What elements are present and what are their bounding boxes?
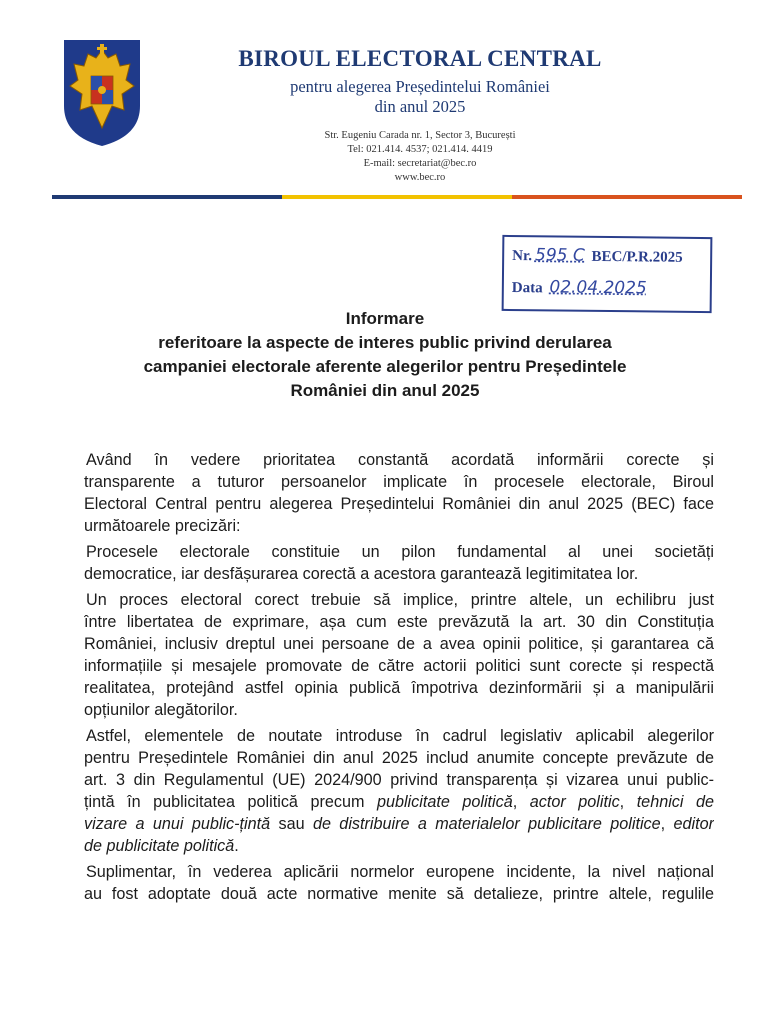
- registration-stamp: [502, 235, 713, 313]
- p4-text: ,: [619, 793, 637, 811]
- p4-line: pentru Președintele României din anul 2025 includ anumite concepte prevăzute de: [84, 749, 714, 767]
- document-body: [84, 449, 714, 905]
- stamp-nr-value: 595 C: [534, 245, 585, 266]
- p1-line: următoarele precizări:: [84, 517, 241, 535]
- p4-italic-term: actor politic: [529, 793, 620, 811]
- p4-line: Astfel, elementele de noutate introduse în cadrul legislativ aplicabil alegerilor: [86, 727, 714, 745]
- p4-line: art. 3 din Regulamentul (UE) 2024/900 privind transparența și vizarea unui public-: [84, 771, 714, 789]
- p4-text: .: [234, 837, 239, 855]
- title-line-4: României din anul 2025: [290, 381, 480, 400]
- tricolor-divider: [52, 195, 742, 199]
- tricolor-red: [512, 195, 742, 199]
- p3-line: opțiunilor alegătorilor.: [84, 701, 238, 719]
- p4-text: ,: [512, 793, 530, 811]
- tricolor-yellow: [282, 195, 512, 199]
- p2-line: Procesele electorale constituie un pilon fundamental al unei societăți: [86, 543, 714, 561]
- org-phone: Tel: 021.414. 4537; 021.414. 4419: [347, 144, 493, 155]
- title-line-2: referitoare la aspecte de interes public privind derularea: [158, 333, 612, 352]
- title-line-1: Informare: [345, 309, 425, 328]
- p4-italic-term: publicitate politică: [376, 793, 513, 811]
- stamp-nr-label: Nr.: [512, 248, 533, 265]
- p4-italic-term: tehnici de: [636, 793, 714, 811]
- p1-line: transparente a tuturor persoanelor implicate în procesele electorale, Biroul: [84, 473, 714, 491]
- p1-line: Electoral Central pentru alegerea Președintelui României din anul 2025 (BEC) face: [84, 495, 714, 513]
- p4-italic-term: vizare a unui public-țintă: [84, 815, 271, 833]
- org-address: Str. Eugeniu Carada nr. 1, Sector 3, București: [324, 130, 516, 141]
- p3-line: Un proces electoral corect trebuie să implice, printre altele, un echilibru just: [86, 591, 714, 609]
- stamp-date-row: [512, 277, 650, 298]
- p3-line: României, inclusiv dreptul unei persoane de a avea opinii politice, și garantarea că: [84, 635, 714, 653]
- p4-italic-term: de publicitate politică: [84, 837, 235, 855]
- org-website: www.bec.ro: [394, 172, 446, 183]
- tricolor-blue: [52, 195, 282, 199]
- p1-line: Având în vedere prioritatea constantă acordată informării corecte și: [86, 451, 714, 469]
- document-title: [90, 307, 680, 403]
- stamp-number-row: [512, 245, 683, 267]
- p4-text: ,: [660, 815, 674, 833]
- org-name: BIROUL ELECTORAL CENTRAL: [238, 46, 602, 71]
- p5-line: au fost adoptate două acte normative menite să detalieze, printre altele, regulile: [84, 885, 714, 903]
- p4-text: sau: [270, 815, 313, 833]
- p5-line: Suplimentar, în vederea aplicării normelor europene incidente, la nivel național: [86, 863, 714, 881]
- p3-line: între libertatea de exprimare, așa cum este prevăzută la art. 30 din Constituția: [84, 613, 714, 631]
- p4-line: [84, 813, 714, 835]
- p2-line: democratice, iar desfășurarea corectă a acestora garantează legitimitatea lor.: [84, 565, 639, 583]
- org-year: din anul 2025: [374, 97, 466, 116]
- p3-line: realitatea, protejând astfel opinia publică împotriva dezinformării și a manipulării: [84, 679, 714, 697]
- stamp-date-value: 02.04.2025: [549, 277, 647, 299]
- coat-of-arms-icon: [60, 36, 144, 148]
- org-email: E-mail: secretariat@bec.ro: [363, 158, 477, 169]
- p4-italic-term: de distribuire a materialelor publicitare politice: [312, 815, 661, 833]
- p4-italic-term: editor: [673, 815, 714, 833]
- p4-line: [84, 835, 714, 857]
- stamp-nr-suffix: BEC/P.R.2025: [591, 248, 683, 266]
- stamp-date-label: Data: [511, 280, 543, 297]
- p3-line: informațiile și mesajele promovate de către actorii politici sunt corecte și respectă: [84, 657, 714, 675]
- title-line-3: campaniei electorale aferente alegerilor pentru Președintele: [143, 357, 627, 376]
- org-subtitle: pentru alegerea Președintelui României: [290, 77, 550, 96]
- p4-line: [84, 791, 714, 813]
- p4-text: țintă în publicitatea politică precum: [84, 793, 377, 811]
